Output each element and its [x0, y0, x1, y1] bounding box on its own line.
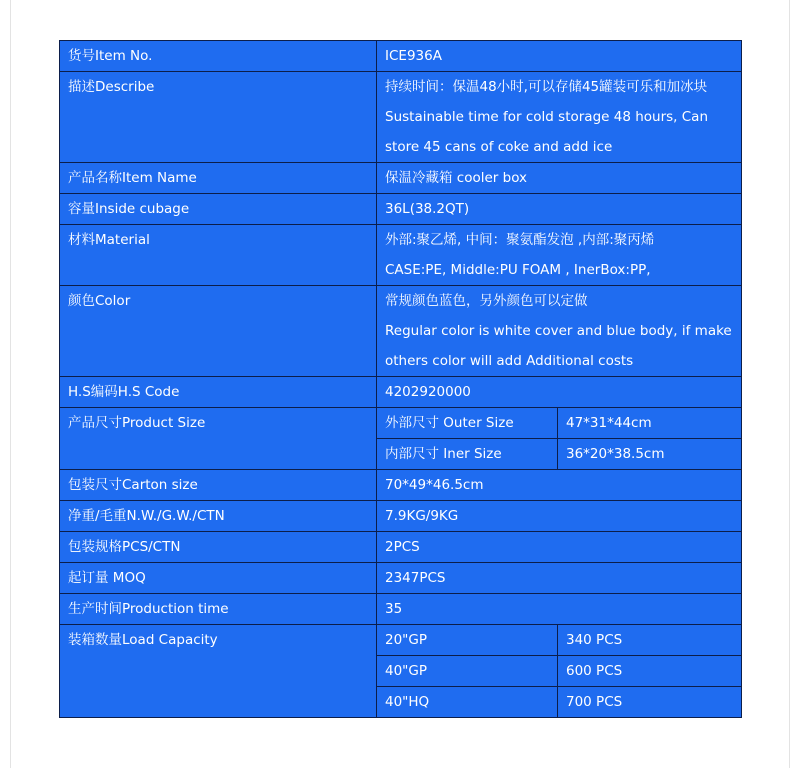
container-40hq-label: 40"HQ: [377, 687, 558, 718]
row-value-weight: 7.9KG/9KG: [377, 501, 742, 532]
row-label-weight: 净重/毛重N.W./G.W./CTN: [60, 501, 377, 532]
outer-size-label: 外部尺寸 Outer Size: [377, 408, 558, 439]
table-row: [60, 225, 742, 286]
table-row: [60, 501, 742, 532]
row-value-production-time: 35: [377, 594, 742, 625]
row-label-cubage: 容量Inside cubage: [60, 194, 377, 225]
table-row: [60, 625, 742, 656]
row-value-describe: [377, 72, 742, 163]
row-value-item-name: 保温冷藏箱 cooler box: [377, 163, 742, 194]
table-row: [60, 41, 742, 72]
row-label-material: 材料Material: [60, 225, 377, 286]
describe-line-en-2: store 45 cans of coke and add ice: [385, 139, 613, 155]
row-value-hs-code: 4202920000: [377, 377, 742, 408]
describe-line-cn: 持续时间：保温48小时,可以存储45罐装可乐和加冰块: [385, 79, 708, 95]
row-label-pcs: 包装规格PCS/CTN: [60, 532, 377, 563]
row-label-carton-size: 包装尺寸Carton size: [60, 470, 377, 501]
container-20gp-value: 340 PCS: [558, 625, 742, 656]
row-label-production-time: 生产时间Production time: [60, 594, 377, 625]
row-value-material: [377, 225, 742, 286]
page-border-right: [789, 0, 790, 768]
row-value-moq: 2347PCS: [377, 563, 742, 594]
row-label-load-capacity: 装箱数量Load Capacity: [60, 625, 377, 718]
color-line-cn: 常规颜色蓝色，另外颜色可以定做: [385, 293, 588, 309]
row-value-pcs: 2PCS: [377, 532, 742, 563]
inner-size-label: 内部尺寸 Iner Size: [377, 439, 558, 470]
container-40hq-value: 700 PCS: [558, 687, 742, 718]
table-row: [60, 563, 742, 594]
color-line-en-2: others color will add Additional costs: [385, 353, 634, 369]
row-value-color: [377, 286, 742, 377]
row-label-item-name: 产品名称Item Name: [60, 163, 377, 194]
row-value-cubage: 36L(38.2QT): [377, 194, 742, 225]
table-row: [60, 470, 742, 501]
row-value-item-no: ICE936A: [377, 41, 742, 72]
table-row: [60, 194, 742, 225]
table-row: [60, 408, 742, 439]
table-row: [60, 72, 742, 163]
table-row: [60, 377, 742, 408]
outer-size-value: 47*31*44cm: [558, 408, 742, 439]
product-spec-table: [59, 40, 742, 718]
material-line-cn: 外部:聚乙烯, 中间：聚氨酯发泡 ,内部:聚丙烯: [385, 232, 655, 248]
container-40gp-label: 40"GP: [377, 656, 558, 687]
container-40gp-value: 600 PCS: [558, 656, 742, 687]
row-value-carton-size: 70*49*46.5cm: [377, 470, 742, 501]
row-label-product-size: 产品尺寸Product Size: [60, 408, 377, 470]
row-label-describe: 描述Describe: [60, 72, 377, 163]
row-label-moq: 起订量 MOQ: [60, 563, 377, 594]
material-line-en: CASE:PE, Middle:PU FOAM , InerBox:PP,: [385, 262, 651, 278]
row-label-hs-code: H.S编码H.S Code: [60, 377, 377, 408]
page-border-left: [10, 0, 11, 768]
row-label-item-no: 货号Item No.: [60, 41, 377, 72]
row-label-color: 颜色Color: [60, 286, 377, 377]
table-row: [60, 163, 742, 194]
table-row: [60, 532, 742, 563]
table-row: [60, 594, 742, 625]
inner-size-value: 36*20*38.5cm: [558, 439, 742, 470]
table-row: [60, 286, 742, 377]
container-20gp-label: 20"GP: [377, 625, 558, 656]
describe-line-en-1: Sustainable time for cold storage 48 hours, Can: [385, 109, 708, 125]
color-line-en-1: Regular color is white cover and blue body, if make: [385, 323, 732, 339]
